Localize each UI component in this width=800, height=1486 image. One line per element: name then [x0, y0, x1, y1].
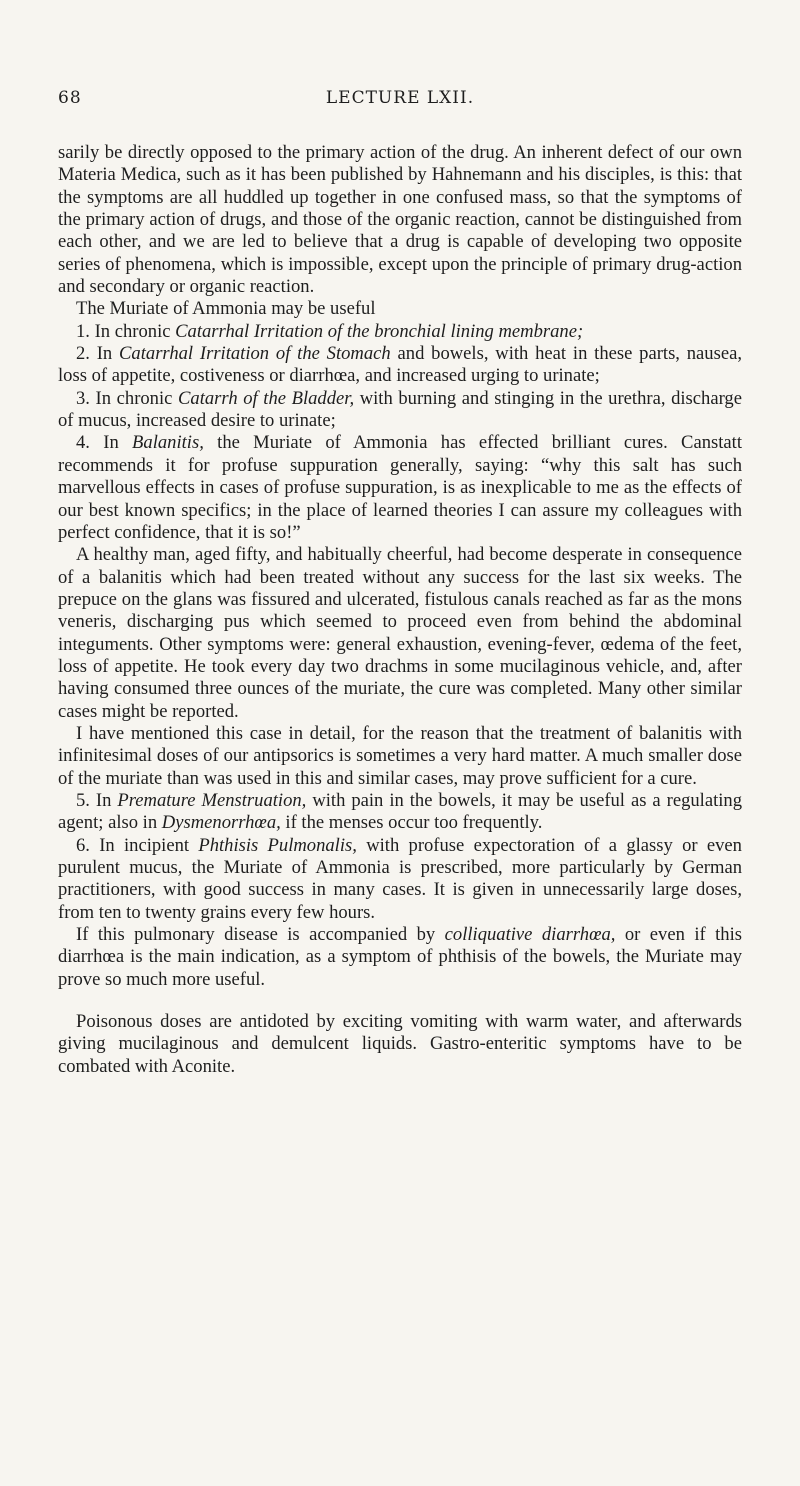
body-text [58, 142, 742, 1078]
text-run: 1. In chronic [76, 320, 176, 342]
text-run: 2. In [76, 343, 120, 365]
indication-3 [58, 388, 742, 433]
indication-5 [58, 790, 742, 835]
italic-run: Premature Menstruation, [117, 789, 307, 811]
page-header [58, 88, 742, 112]
text-run: 6. In incipient [76, 834, 199, 856]
text-run: Poisonous doses are antidoted by exciting vomiting with warm water, and afterwards giving mucilaginous and demulcent liquids. Gastro-enteritic symptoms have to be combated with Aconite. [58, 1011, 742, 1077]
text-run: If this pulmonary disease is accompanied by [76, 924, 445, 946]
text-run: The Muriate of Ammonia may be useful [76, 298, 376, 320]
text-run: with profuse expectoration of a glassy or even purulent mucus, the Muriate of Ammonia is prescribed, more particularly by German practitioners, with good success in many cases. It is given in unnecessarily large doses, from ten to twenty grains every few hours. [58, 834, 742, 923]
indication-6-addendum [58, 924, 742, 991]
antidote-paragraph [58, 1011, 742, 1078]
text-run: with burning and stinging in the urethra, discharge of mucus, increased desire to urinate; [58, 387, 742, 432]
indication-1 [58, 321, 742, 343]
italic-run: Catarrhal Irritation of the Stomach [119, 343, 391, 365]
indication-6 [58, 835, 742, 924]
text-run: the Muriate of Ammonia has effected brilliant cures. Canstatt recommends it for profuse suppuration generally, saying: “why this salt has such marvellous effects in cases of profuse suppuration, is as inexplicable to me as the effects of our best known specifics; in the place of learned theories I can assure my colleagues with perfect confidence, that it is so!” [58, 432, 742, 543]
text-run: sarily be directly opposed to the primary action of the drug. An inherent defect of our own Materia Medica, such as it has been published by Hahnemann and his disciples, is this: that the symptoms are all huddled up together in one confused mass, so that the symptoms of the primary action of drugs, and those of the organic reaction, cannot be distinguished from each other, and we are led to believe that a drug is capable of developing two opposite series of phenomena, which is impossible, except upon the principle of primary drug-action and secondary or organic reaction. [58, 142, 742, 298]
case-report [58, 544, 742, 723]
italic-run: Catarrhal Irritation of the bronchial lining membrane; [175, 320, 584, 342]
italic-run: Phthisis Pulmonalis, [198, 834, 357, 856]
paragraph-continuation [58, 142, 742, 298]
text-run: with pain in the bowels, it may be useful as a regulating agent; also in [58, 789, 743, 834]
text-run: A healthy man, aged fifty, and habitually cheerful, had become desperate in consequence of a balanitis which had been treated without any success for the last six weeks. The prepuce on the glans was fissured and ulcerated, fistulous canals reached as far as the mons veneris, discharging pus which seemed to proceed even from behind the abdominal integuments. Other symptoms were: general exhaustion, evening-fever, œdema of the feet, loss of appetite. He took every day two drachms in some mucilaginous vehicle, and, after having consumed three ounces of the muriate, the cure was completed. Many other similar cases might be reported. [58, 544, 742, 722]
running-title: LECTURE LXII. [325, 88, 475, 108]
text-run: I have mentioned this case in detail, for the reason that the treatment of balanitis with infinitesimal doses of our antipsorics is sometimes a very hard matter. A much smaller dose of the muriate than was used in this and similar cases, may prove sufficient for a cure. [58, 722, 742, 789]
text-run: and bowels, with heat in these parts, nausea, loss of appetite, costiveness or diarrhœa, and increased urging to urinate; [58, 343, 742, 387]
italic-run: Catarrh of the Bladder, [178, 387, 355, 409]
text-run: or even if this diarrhœa is the main indication, as a symptom of phthisis of the bowels, the Muriate may prove so much more useful. [58, 924, 742, 990]
text-run: 5. In [76, 789, 118, 811]
italic-run: Balanitis, [132, 432, 204, 454]
text-run: 3. In chronic [76, 387, 179, 409]
indication-2 [58, 343, 742, 388]
text-run: 4. In [76, 432, 133, 454]
italic-run: Dysmenorrhœa, [161, 812, 281, 834]
text-run: if the menses occur too frequently. [280, 812, 543, 834]
italic-run: colliquative diarrhœa, [444, 924, 616, 946]
indication-4 [58, 432, 742, 544]
paragraph-intro [58, 298, 742, 320]
page-number: 68 [58, 88, 82, 108]
case-commentary [58, 723, 742, 790]
